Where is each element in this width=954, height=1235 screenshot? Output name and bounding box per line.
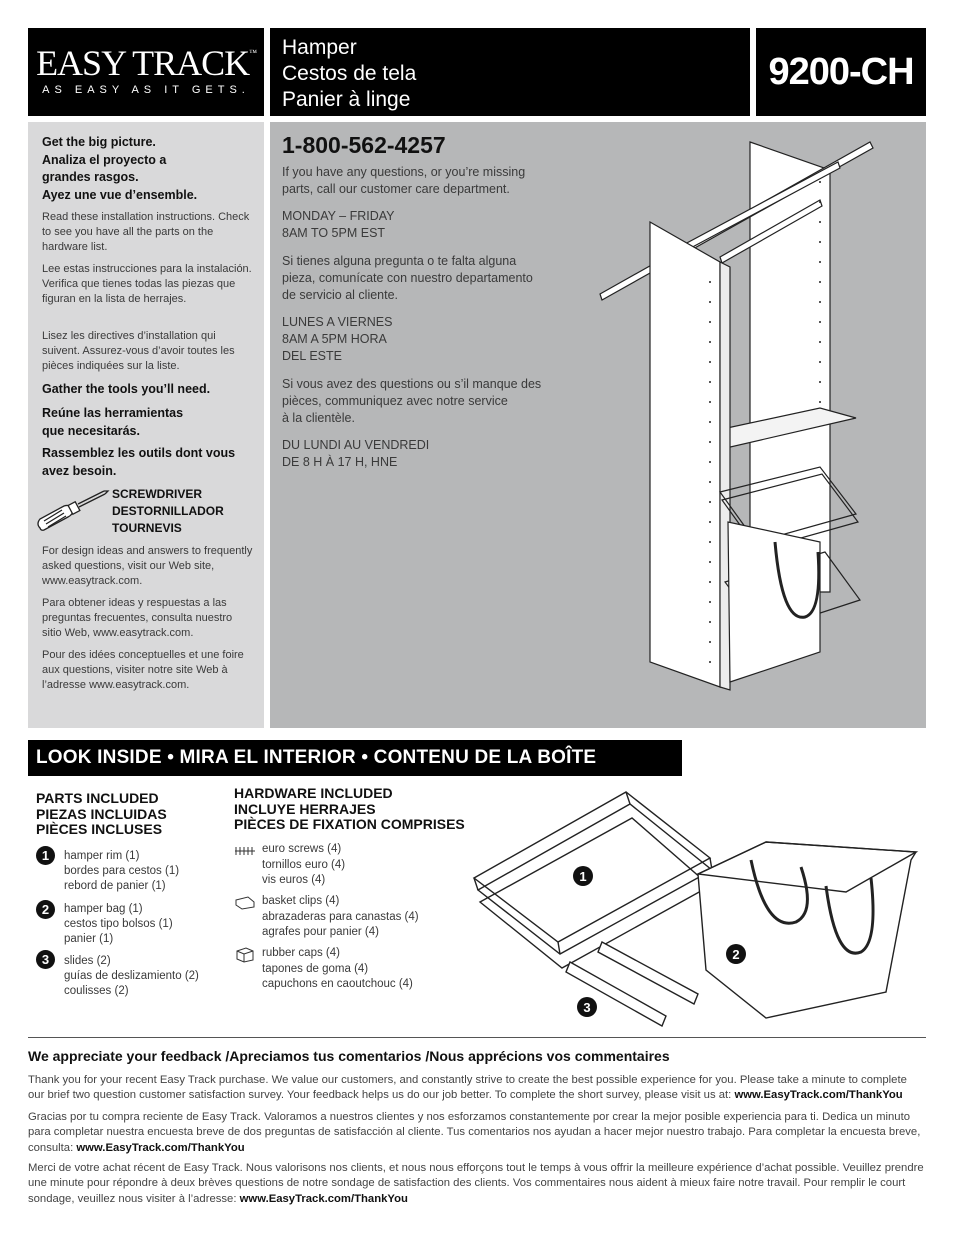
contact-hours-en: MONDAY – FRIDAY 8AM TO 5PM EST	[282, 209, 395, 240]
getting-started-panel	[28, 122, 264, 728]
part-number-badge: 2	[36, 900, 55, 919]
part-number-badge: 1	[36, 846, 55, 865]
contact-hours-fr: DU LUNDI AU VENDREDI DE 8 H À 17 H, HNE	[282, 438, 430, 469]
model-number: 9200-CH	[768, 51, 914, 93]
product-name-es: Cestos de tela	[282, 62, 417, 85]
tools-heading-fr: Rassemblez les outils dont vous avez besoin.	[42, 446, 236, 478]
contact-text-es: Si tienes alguna pregunta o te falta alguna pieza, comunícate con nuestro departamento de servicio al cliente.	[282, 254, 533, 302]
screwdriver-icon	[34, 488, 110, 536]
product-title	[270, 28, 750, 116]
illustration-label: 3	[583, 1000, 591, 1015]
illustration-label: 1	[579, 869, 587, 884]
hardware-item: basket clips (4) abrazaderas para canastas (4) agrafes pour panier (4)	[262, 895, 419, 938]
trademark-symbol: ™	[249, 48, 256, 57]
part-item: slides (2) guías de deslizamiento (2) coulisses (2)	[64, 955, 199, 997]
instructions-fr: Lisez les directives d’installation qui suivent. Assurez-vous d’avoir toutes les pièces indiquées sur la liste.	[42, 330, 235, 372]
hardware-item: rubber caps (4) tapones de goma (4) capuchons en caoutchouc (4)	[262, 947, 413, 990]
hardware-item: euro screws (4) tornillos euro (4) vis euros (4)	[262, 843, 346, 886]
brand-tagline: AS EASY AS IT GETS.	[42, 84, 250, 96]
instructions-es: Lee estas instrucciones para la instalación. Verifica que tienes todas las piezas que figuran en la lista de herrajes.	[42, 263, 252, 305]
feedback-title: We appreciate your feedback /Apreciamos tus comentarios /Nous apprécions vos commentaires	[28, 1048, 670, 1064]
instructions-en: Read these installation instructions. Check to see you have all the parts on the hardware list.	[42, 211, 250, 253]
feedback-fr: Merci de votre achat récent de Easy Track. Nous valorisons nos clients, et nous nous efforçons tout le temps à vous offrir la meilleure expérience d’achat possible. Veuillez prendre une minute pour répondre à deux brèves questions de notre sondage de satisfaction des clients. Vos commentaires nous aident à mieux faire notre travail. Pour remplir le court sondage, veuillez nous visiter à l’adresse: www.EasyTrack.com/ThankYou	[28, 1162, 924, 1205]
design-ideas-fr: Pour des idées conceptuelles et une foire aux questions, visiter notre site Web à l’adresse www.easytrack.com.	[42, 649, 244, 691]
big-picture-heading: Get the big picture. Analiza el proyecto a grandes rasgos. Ayez une vue d’ensemble.	[42, 135, 198, 202]
section-divider	[28, 1037, 926, 1038]
product-name-en: Hamper	[282, 36, 357, 59]
rubber-cap-icon	[234, 946, 256, 964]
design-ideas-es: Para obtener ideas y respuestas a las preguntas frecuentes, consulta nuestro sitio Web, www.easytrack.com.	[42, 597, 233, 639]
survey-link[interactable]: www.EasyTrack.com/ThankYou	[239, 1192, 408, 1205]
feedback-es: Gracias por tu compra reciente de Easy Track. Valoramos a nuestros clientes y nos esforzamos constantemente por crear la mejor posible experiencia para ti. Dedica un minuto para completar nuestra encuesta breve de dos preguntas de satisfacción al cliente. Tus comentarios nos ayudan a hacer mejor nuestro trabajo. Para completar la encuesta breve, consulta: www.EasyTrack.com/ThankYou	[28, 1111, 921, 1154]
tools-heading-en: Gather the tools you’ll need.	[42, 382, 211, 396]
contact-hours-es: LUNES A VIERNES 8AM A 5PM HORA DEL ESTE	[282, 315, 393, 363]
part-item: hamper bag (1) cestos tipo bolsos (1) panier (1)	[64, 903, 173, 945]
product-name-fr: Panier à linge	[282, 88, 411, 111]
brand-name: EASY TRACK	[36, 43, 250, 83]
contact-text-fr: Si vous avez des questions ou s’il manque des pièces, communiquez avec notre service à la clientèle.	[282, 377, 542, 425]
parts-illustration	[466, 782, 926, 1030]
tool-name-es: DESTORNILLADOR	[112, 504, 224, 518]
feedback-en: Thank you for your recent Easy Track purchase. We value our customers, and constantly strive to create the best possible experience for you. Please take a minute to complete our brief two question customer satisfaction survey. Your feedback helps us do our job better. To complete the short survey, please visit us at: www.EasyTrack.com/ThankYou	[28, 1074, 907, 1102]
tools-heading-es: Reúne las herramientas que necesitarás.	[42, 406, 184, 438]
part-number-badge: 3	[36, 950, 55, 969]
installed-hamper-illustration	[570, 122, 926, 728]
survey-link[interactable]: www.EasyTrack.com/ThankYou	[734, 1089, 903, 1102]
contact-text-en: If you have any questions, or you’re missing parts, call our customer care department.	[282, 165, 526, 196]
contact-panel	[270, 122, 926, 728]
illustration-label: 2	[732, 947, 740, 962]
phone-number: 1-800-562-4257	[282, 132, 446, 158]
design-ideas-en: For design ideas and answers to frequently asked questions, visit our Web site, www.easytrack.com.	[42, 545, 253, 587]
look-inside-banner: LOOK INSIDE • MIRA EL INTERIOR • CONTENU DE LA BOÎTE	[28, 740, 682, 776]
tool-name-fr: TOURNEVIS	[112, 521, 182, 535]
tool-name-en: SCREWDRIVER	[112, 487, 203, 501]
basket-clip-icon	[234, 895, 256, 911]
brand-logo	[28, 28, 264, 116]
hardware-heading: HARDWARE INCLUDED INCLUYE HERRAJES PIÈCES DE FIXATION COMPRISES	[234, 785, 465, 832]
parts-heading: PARTS INCLUDED PIEZAS INCLUIDAS PIÈCES INCLUSES	[36, 790, 167, 837]
part-item: hamper rim (1) bordes para cestos (1) rebord de panier (1)	[64, 850, 180, 892]
euro-screw-icon	[234, 845, 258, 857]
model-number-box	[756, 28, 926, 116]
survey-link[interactable]: www.EasyTrack.com/ThankYou	[76, 1141, 245, 1154]
